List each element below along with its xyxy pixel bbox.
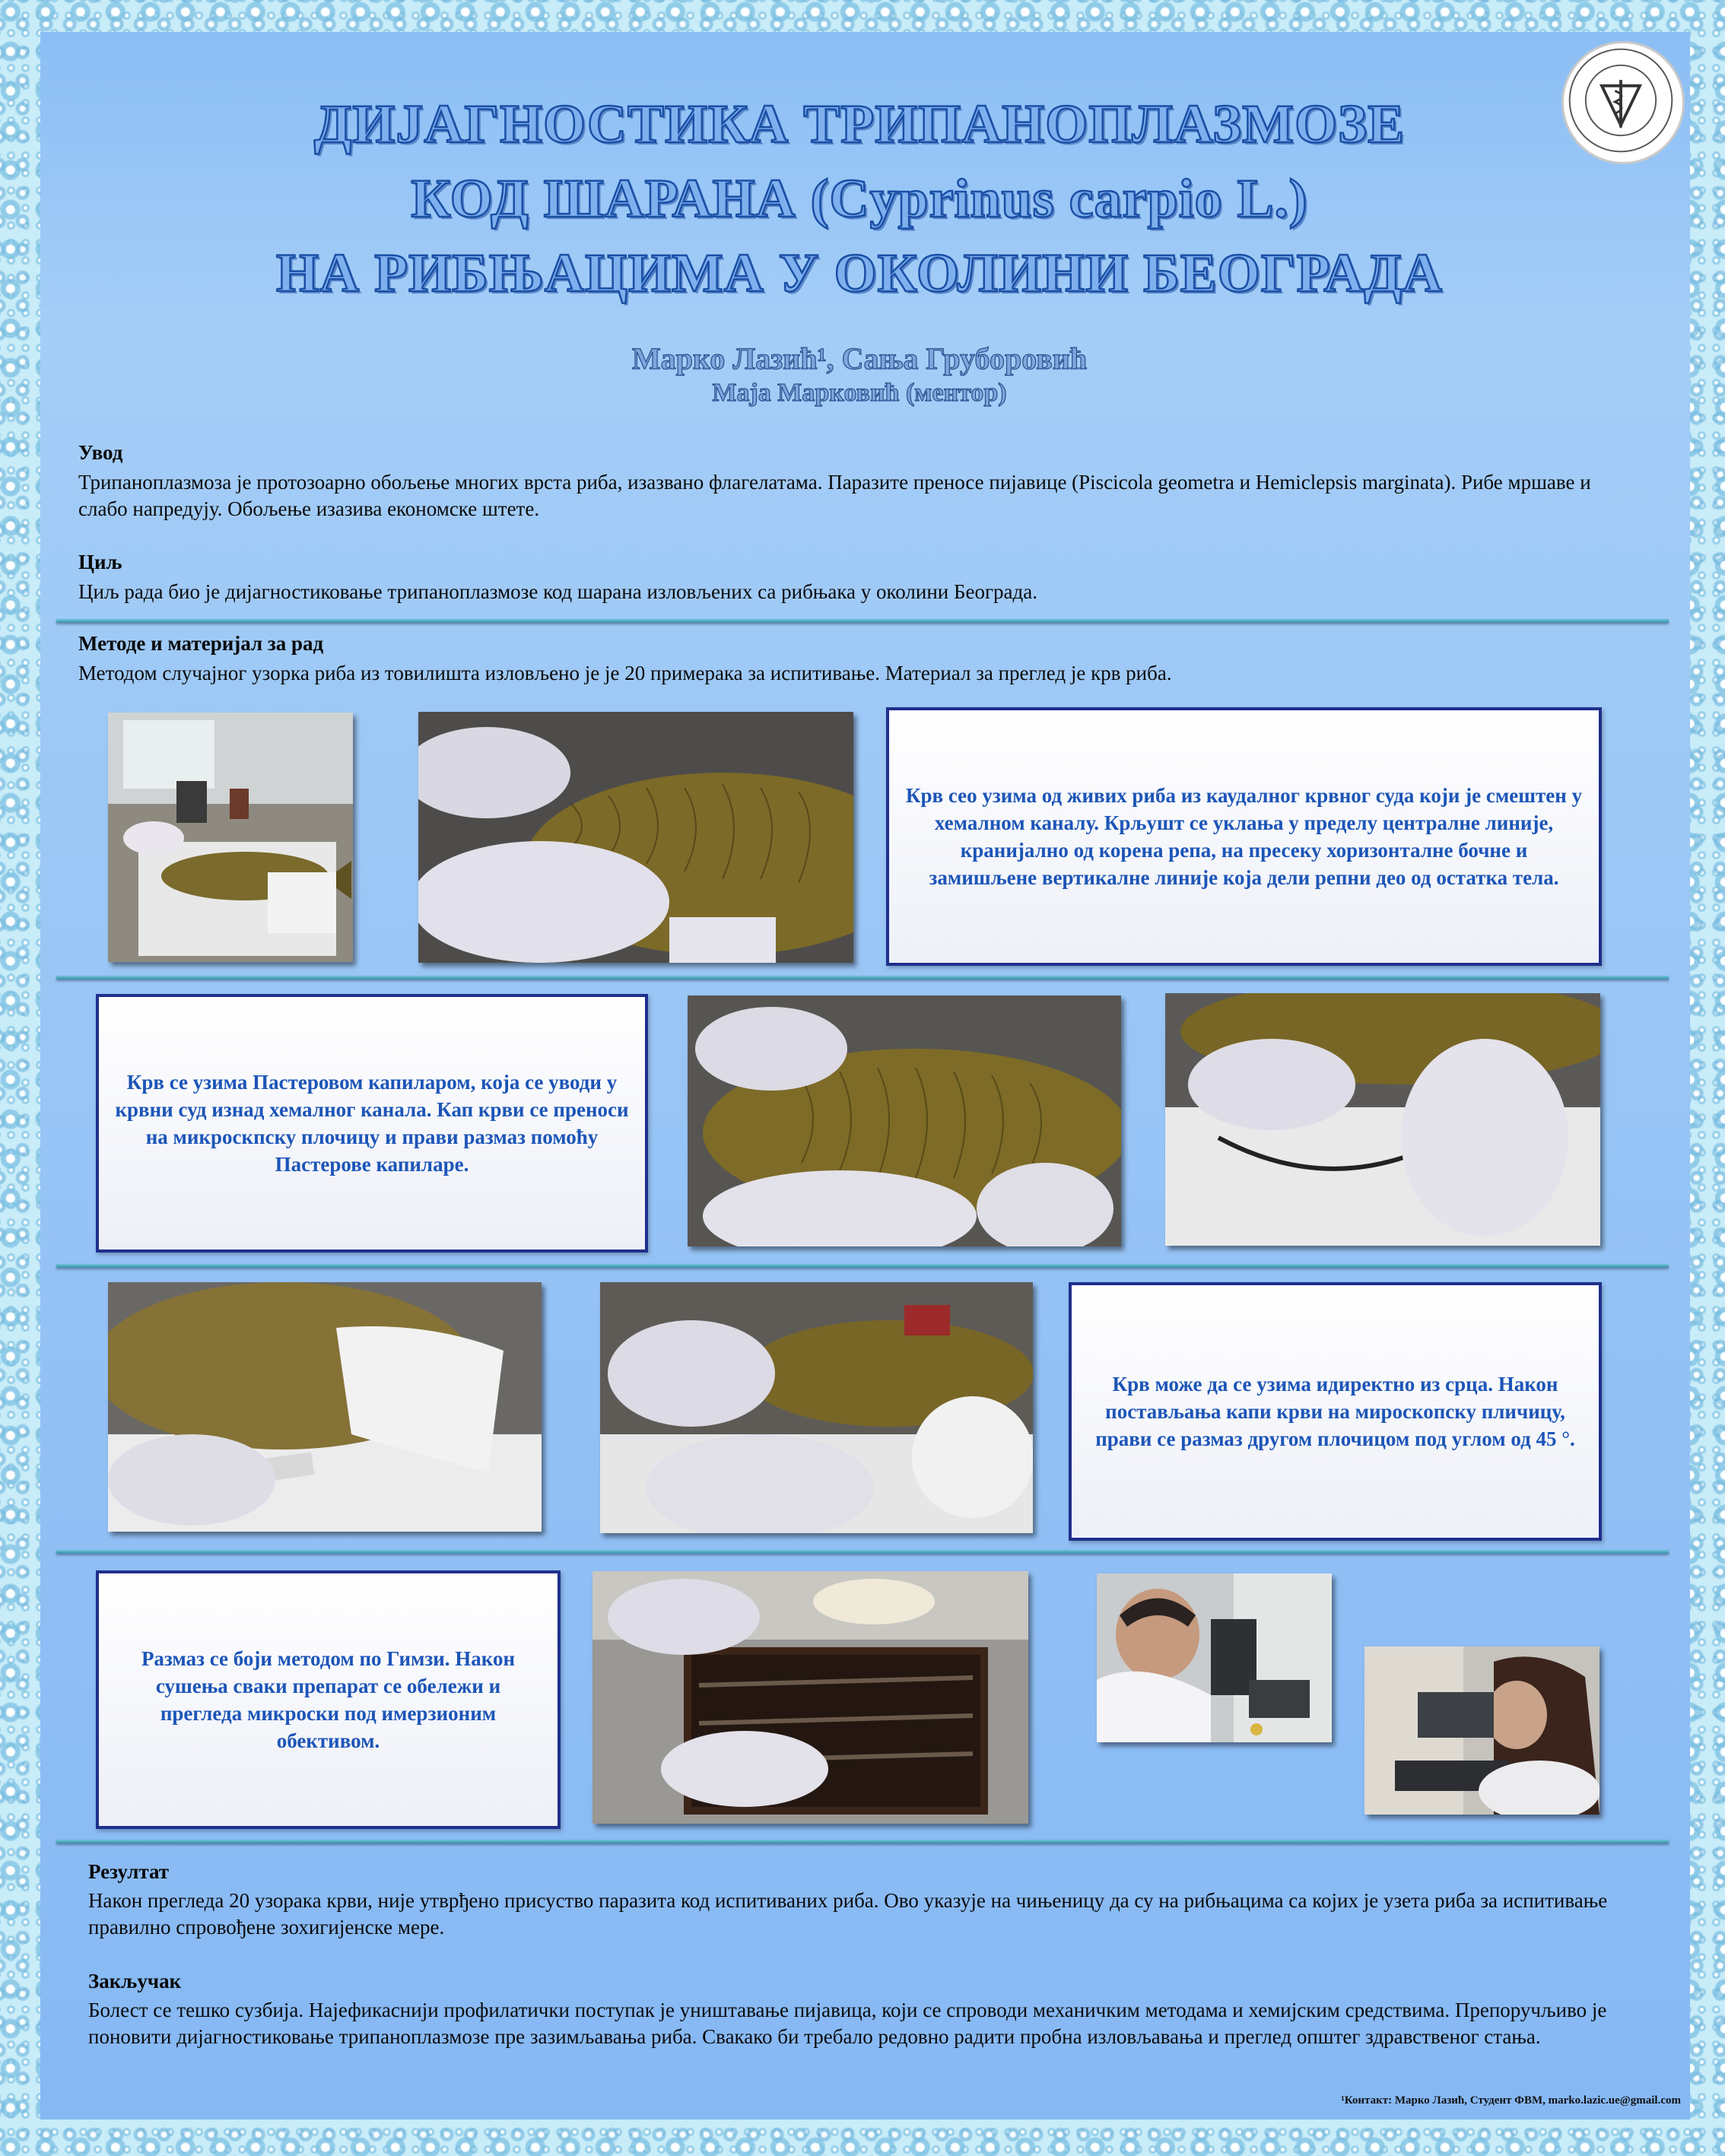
poster-title-line-1: ДИЈАГНОСТИКА ТРИПАНОПЛАЗМОЗЕ <box>313 94 1406 154</box>
photo-staining-tray <box>592 1571 1028 1824</box>
divider-3 <box>56 1264 1669 1268</box>
photo-microscope-female-student <box>1364 1646 1600 1815</box>
aim-heading: Циљ <box>78 551 122 573</box>
divider-1 <box>56 619 1669 623</box>
poster-title-line-2: КОД ШАРАНА (Cyprinus carpio L.) <box>411 168 1308 229</box>
divider-2 <box>56 976 1669 980</box>
photo-capillary-insertion <box>688 995 1121 1246</box>
info-box-heart-sampling <box>1069 1282 1602 1541</box>
poster-title-line-3: НА РИБЊАЦИМА У ОКОЛИНИ БЕОГРАДА <box>276 243 1443 303</box>
methods-text: Методом случајног узорка риба из товилишта изловљено је је 20 примерака за испитивање. Материал за преглед је крв риба. <box>78 662 1172 684</box>
contact-footnote: ¹Контакт: Марко Лазић, Студент ФВМ, marko.lazic.ue@gmail.com <box>1341 2094 1681 2107</box>
info-box-blood-sampling-text: Крв сео узима од живих риба из каудалног крвног суда који је смештен у хемалном каналу. Крљушт се уклања у пределу централне линије, кранијално од корена репа, на пресеку хоризонталне бочне и замишљене вертикалне линије која дели репни део од остатка тела. <box>905 784 1583 889</box>
results-heading: Резултат <box>88 1860 170 1883</box>
photo-lab-fish-table <box>108 713 353 962</box>
methods-heading: Методе и материјал за рад <box>78 632 324 655</box>
photo-fish-scales-removal <box>418 712 853 963</box>
info-box-blood-sampling <box>886 707 1602 966</box>
info-box-giemsa-staining <box>96 1570 561 1829</box>
info-box-pasteur-capillary <box>96 994 648 1253</box>
photo-fish-handling <box>600 1282 1033 1533</box>
conclusion-text: Болест се тешко сузбија. Најефикаснији профилатички поступак је уништавање пијавица, који се спроводи механичким методама и хемијским средствима. Препоручљиво је поновити дијагностиковање трипаноплазмозе пре зазимљавања риба. Свакако би требало редовно радити пробна изловљавања и преглед општег здравственог стања. <box>88 1999 1607 2048</box>
intro-text: Трипаноплазмоза је протозоарно обољење многих врста риба, изазвано флагелатама. Паразите преносе пијавице (Piscicola geometra и Hemiclepsis marginata). Рибе мршаве и слабо напредују. Обољење изазива економске штете. <box>78 471 1591 520</box>
photo-heart-syringe <box>108 1282 542 1532</box>
aim-text: Циљ рада био је дијагностиковање трипаноплазмозе код шарана изловљених са рибњака у околини Београда. <box>78 580 1037 603</box>
results-text: Након прегледа 20 узорака крви, није утврђено присуство паразита код испитиваних риба. Ово указује на чињеницу да су на рибњацима са којих је узета риба за испитивање правилно спровођене зохигијенске мере. <box>88 1889 1608 1938</box>
info-box-heart-sampling-text: Крв може да се узима идиректно из срца. Након постављања капи крви на мироскопску пличицу, прави се размаз другом плочицом под углом од 45 °. <box>1095 1373 1575 1450</box>
photo-gloved-hands-fish <box>1165 993 1600 1246</box>
photo-microscope-male-student <box>1097 1573 1332 1742</box>
divider-4 <box>56 1550 1669 1554</box>
intro-heading: Увод <box>78 441 123 464</box>
authors-mentor: Маја Марковић (ментор) <box>712 379 1007 407</box>
info-box-giemsa-staining-text: Размаз се боји методом по Гимзи. Након сушења сваки препарат се обележи и прегледа микроски под имерзионим обективом. <box>141 1647 516 1752</box>
conclusion-heading: Закључак <box>88 1970 182 1992</box>
divider-5 <box>56 1840 1669 1843</box>
faculty-seal-logo <box>1561 41 1685 164</box>
info-box-pasteur-capillary-text: Крв се узима Пастеровом капиларом, која се уводи у крвни суд изнад хемалног канала. Кап крви се преноси на микроскпску плочицу и прави размаз помоћу Пастерове капиларе. <box>115 1071 629 1176</box>
authors-names: Марко Лазић¹, Сања Груборовић <box>631 341 1088 376</box>
